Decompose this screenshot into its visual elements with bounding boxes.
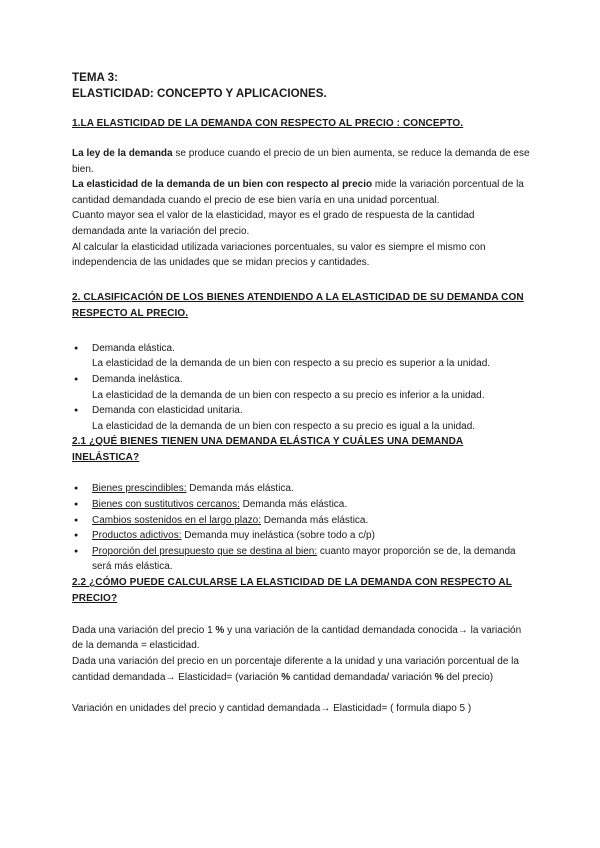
document-page [72,70,530,717]
item-description: La elasticidad de la demanda de un bien con respecto a su precio es inferior a la unidad. [92,389,485,401]
price-elasticity-term: La elasticidad de la demanda de un bien con respecto al precio [72,179,373,191]
item-text: cuanto mayor proporción se de, la demanda será más elástica. [92,545,516,573]
text-run: cantidad demandada/ variación [290,671,432,683]
item-text: Demanda muy inelástica (sobre todo a c/p) [181,530,375,542]
percent-sign: % [278,671,291,683]
text-run: del precio) [443,671,494,683]
item-label: Bienes prescindibles: [92,483,187,495]
section-2-2-paragraph-2 [72,654,530,685]
list-item [72,513,530,529]
item-text: Demanda más elástica. [260,514,369,526]
section-2-list [72,341,530,435]
list-item [72,497,530,513]
section-2-2-paragraph-3: Variación en unidades del precio y cantidad demandada→ Elasticidad= ( formula diapo 5 ) [72,703,472,715]
text-run: Dada una variación del precio en un porcentaje diferente a la unidad y una variación porcentual de la cantidad demandada→ Elasticidad= (variación [72,656,519,683]
section-1-heading: 1.LA ELASTICIDAD DE LA DEMANDA CON RESPECTO AL PRECIO : CONCEPTO. [72,118,464,129]
law-of-demand-term: La ley de la demanda [72,148,173,159]
list-item [72,372,530,403]
title-line-2: ELASTICIDAD: CONCEPTO Y APLICACIONES. [72,87,327,100]
item-title: Demanda elástica. [92,342,175,354]
text-run: y una variación de la cantidad demandada conocida→ la variación de la demanda = elasticidad. [72,624,522,652]
text-run: Dada una variación del precio 1 [72,624,213,636]
price-elasticity-text: mide la variación porcentual de la cantidad demandada cuando el precio de ese bien varía en una unidad porcentual. [72,179,524,206]
list-item [72,528,530,544]
item-text: Demanda más elástica. [186,483,294,495]
section-1-paragraph-3: Cuanto mayor sea el valor de la elasticidad, mayor es el grado de respuesta de la cantidad demandada ante la variación del precio. [72,210,475,237]
item-description: La elasticidad de la demanda de un bien con respecto a su precio es superior a la unidad. [92,358,491,370]
section-2-heading: 2. CLASIFICACIÓN DE LOS BIENES ATENDIENDO A LA ELASTICIDAD DE SU DEMANDA CON RESPECTO AL PRECIO. [72,291,524,319]
item-label: Cambios sostenidos en el largo plazo: [92,514,261,526]
item-description: La elasticidad de la demanda de un bien con respecto a su precio es igual a la unidad. [92,420,476,432]
title-line-1: TEMA 3: [72,71,118,84]
section-1-paragraph-4: Al calcular la elasticidad utilizada variaciones porcentuales, su valor es siempre el mismo con independencia de las unidades que se midan precios y cantidades. [72,241,486,269]
section-2-1-list [72,481,530,575]
item-label: Proporción del presupuesto que se destina al bien: [92,545,318,557]
section-2-1-heading: 2.1 ¿QUÉ BIENES TIENEN UNA DEMANDA ELÁSTICA Y CUÁLES UNA DEMANDA INELÁSTICA? [72,436,464,464]
section-1-paragraph-2 [72,177,530,208]
item-label: Productos adictivos: [92,530,182,542]
section-1-paragraph-1 [72,146,530,177]
item-title: Demanda con elasticidad unitaria. [92,405,243,417]
law-of-demand-text: se produce cuando el precio de un bien aumenta, se reduce la demanda de ese bien. [72,148,530,175]
section-2-2-heading: 2.2 ¿CÓMO PUEDE CALCULARSE LA ELASTICIDAD DE LA DEMANDA CON RESPECTO AL PRECIO? [72,576,512,604]
item-text: Demanda más elástica. [239,498,348,510]
percent-sign: % [431,671,444,683]
section-2-2-paragraph-1 [72,623,530,654]
list-item [72,481,530,497]
list-item [72,544,530,575]
list-item [72,341,530,372]
item-label: Bienes con sustitutivos cercanos: [92,498,240,510]
percent-sign: % [212,624,225,636]
list-item [72,403,530,434]
item-title: Demanda inelástica. [92,373,183,385]
